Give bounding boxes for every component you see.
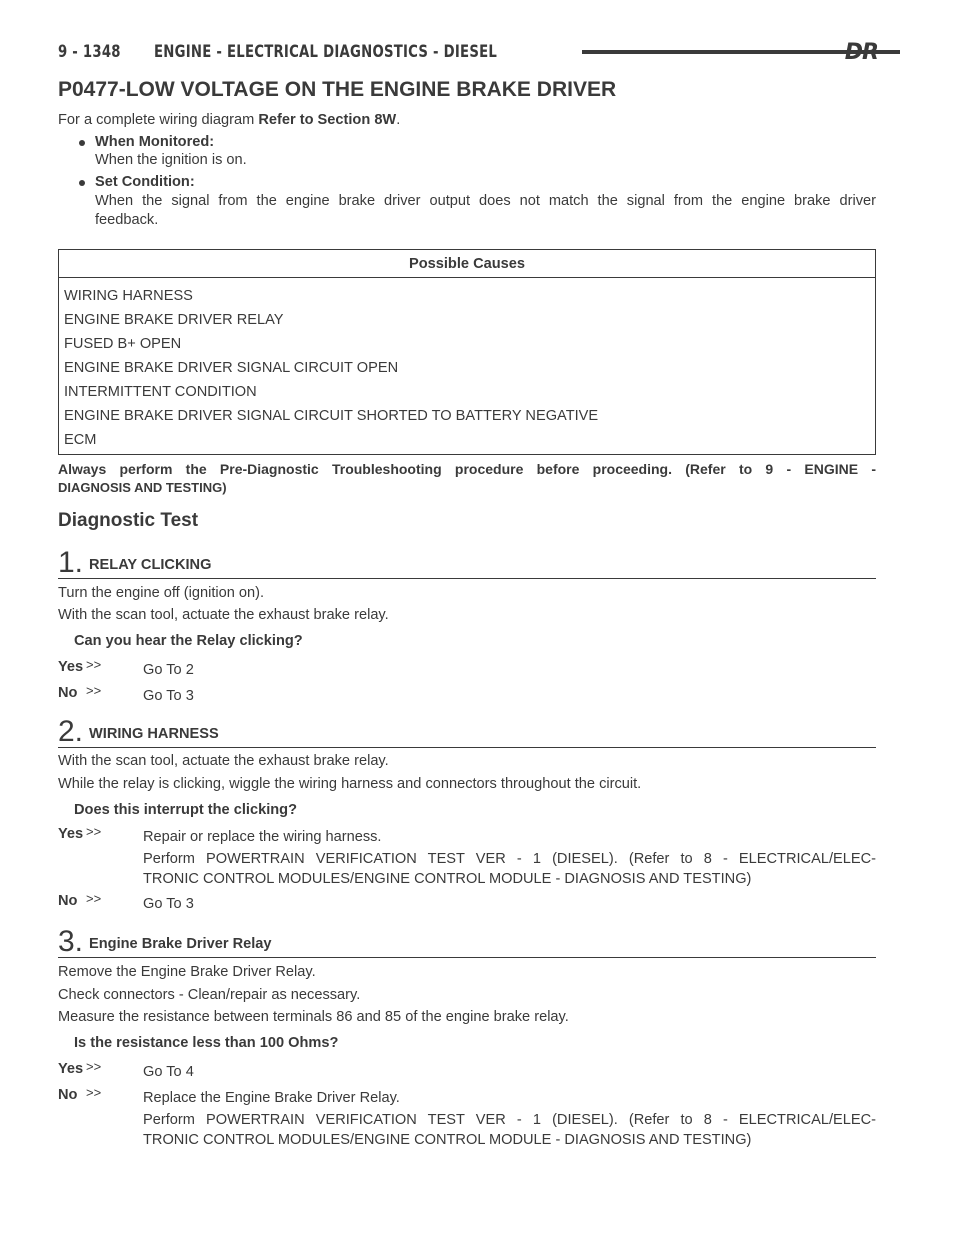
set-condition-line-1: When the signal from the engine brake driver output does not match the signal from the engine brake driver <box>95 193 876 209</box>
set-condition-line-2: feedback. <box>95 212 159 228</box>
arrow-icon: >> <box>86 683 102 698</box>
step-label: WIRING HARNESS <box>89 726 219 742</box>
step-2-yes-action: Repair or replace the wiring harness. <box>143 829 382 845</box>
no-label: No <box>58 685 78 701</box>
arrow-icon: >> <box>86 1059 102 1074</box>
intro-period: . <box>396 112 401 128</box>
step-label: Engine Brake Driver Relay <box>89 936 272 952</box>
arrow-icon: >> <box>86 657 102 672</box>
step-label: RELAY CLICKING <box>89 557 212 573</box>
step-2-no-link[interactable]: Go To 3 <box>143 896 194 912</box>
cause-item: ENGINE BRAKE DRIVER RELAY <box>64 312 284 328</box>
arrow-icon: >> <box>86 891 102 906</box>
step-2-yes-verification: Perform POWERTRAIN VERIFICATION TEST VER - 1 (DIESEL). (Refer to 8 - ELECTRICAL/ELEC- <box>143 851 876 867</box>
cause-item: WIRING HARNESS <box>64 288 193 304</box>
step-1-line: With the scan tool, actuate the exhaust brake relay. <box>58 607 389 623</box>
arrow-icon: >> <box>86 1085 102 1100</box>
wiring-diagram-reference[interactable]: Refer to Section 8W <box>258 112 397 128</box>
when-monitored-text: When the ignition is on. <box>95 152 247 168</box>
bullet-icon <box>79 180 85 186</box>
no-label: No <box>58 1087 78 1103</box>
page-number: 9 - 1348 <box>58 42 121 62</box>
step-2-yes-verification-cont: TRONIC CONTROL MODULES/ENGINE CONTROL MODULE - DIAGNOSIS AND TESTING) <box>143 871 752 887</box>
step-2-line: With the scan tool, actuate the exhaust brake relay. <box>58 753 389 769</box>
step-3-no-verification-cont: TRONIC CONTROL MODULES/ENGINE CONTROL MODULE - DIAGNOSIS AND TESTING) <box>143 1132 752 1148</box>
when-monitored-label: When Monitored: <box>95 134 215 150</box>
page-title: P0477-LOW VOLTAGE ON THE ENGINE BRAKE DRIVER <box>58 78 617 101</box>
set-condition-label: Set Condition: <box>95 174 195 190</box>
cause-item: ECM <box>64 432 97 448</box>
no-label: No <box>58 893 78 909</box>
pre-diagnostic-note-line-1: Always perform the Pre-Diagnostic Troubleshooting procedure before proceeding. (Refer to 9 - ENGINE - <box>58 461 876 477</box>
cause-item: ENGINE BRAKE DRIVER SIGNAL CIRCUIT OPEN <box>64 360 399 376</box>
step-3-line: Remove the Engine Brake Driver Relay. <box>58 964 316 980</box>
step-3-line: Check connectors - Clean/repair as necessary. <box>58 987 361 1003</box>
step-2-line: While the relay is clicking, wiggle the wiring harness and connectors throughout the circuit. <box>58 776 642 792</box>
step-3-no-action: Replace the Engine Brake Driver Relay. <box>143 1090 400 1106</box>
step-3-no-verification: Perform POWERTRAIN VERIFICATION TEST VER - 1 (DIESEL). (Refer to 8 - ELECTRICAL/ELEC- <box>143 1112 876 1128</box>
step-1-header <box>58 546 876 579</box>
step-2-question: Does this interrupt the clicking? <box>74 802 297 818</box>
step-3-line: Measure the resistance between terminals 86 and 85 of the engine brake relay. <box>58 1009 569 1025</box>
step-3-question: Is the resistance less than 100 Ohms? <box>74 1035 339 1051</box>
possible-causes-table <box>58 249 876 455</box>
step-number: 2. <box>58 715 84 748</box>
model-code: DR <box>844 39 878 65</box>
intro-line <box>58 110 400 130</box>
step-2-header <box>58 715 876 748</box>
possible-causes-header: Possible Causes <box>59 250 875 278</box>
section-title: ENGINE - ELECTRICAL DIAGNOSTICS - DIESEL <box>154 42 498 62</box>
cause-item: INTERMITTENT CONDITION <box>64 384 257 400</box>
step-1-question: Can you hear the Relay clicking? <box>74 633 303 649</box>
yes-label: Yes <box>58 1061 84 1077</box>
pre-diagnostic-note-line-2: DIAGNOSIS AND TESTING) <box>58 480 227 495</box>
step-1-yes-link[interactable]: Go To 2 <box>143 662 194 678</box>
intro-text: For a complete wiring diagram <box>58 112 255 128</box>
step-1-line: Turn the engine off (ignition on). <box>58 585 265 601</box>
yes-label: Yes <box>58 826 84 842</box>
step-3-yes-link[interactable]: Go To 4 <box>143 1064 194 1080</box>
page-header <box>58 38 878 66</box>
step-number: 1. <box>58 546 84 579</box>
step-3-header <box>58 925 876 958</box>
step-1-no-link[interactable]: Go To 3 <box>143 688 194 704</box>
bullet-icon <box>79 140 85 146</box>
diagnostic-test-heading: Diagnostic Test <box>58 510 199 531</box>
yes-label: Yes <box>58 659 84 675</box>
step-number: 3. <box>58 925 84 958</box>
cause-item: FUSED B+ OPEN <box>64 336 182 352</box>
arrow-icon: >> <box>86 824 102 839</box>
cause-item: ENGINE BRAKE DRIVER SIGNAL CIRCUIT SHORTED TO BATTERY NEGATIVE <box>64 408 599 424</box>
